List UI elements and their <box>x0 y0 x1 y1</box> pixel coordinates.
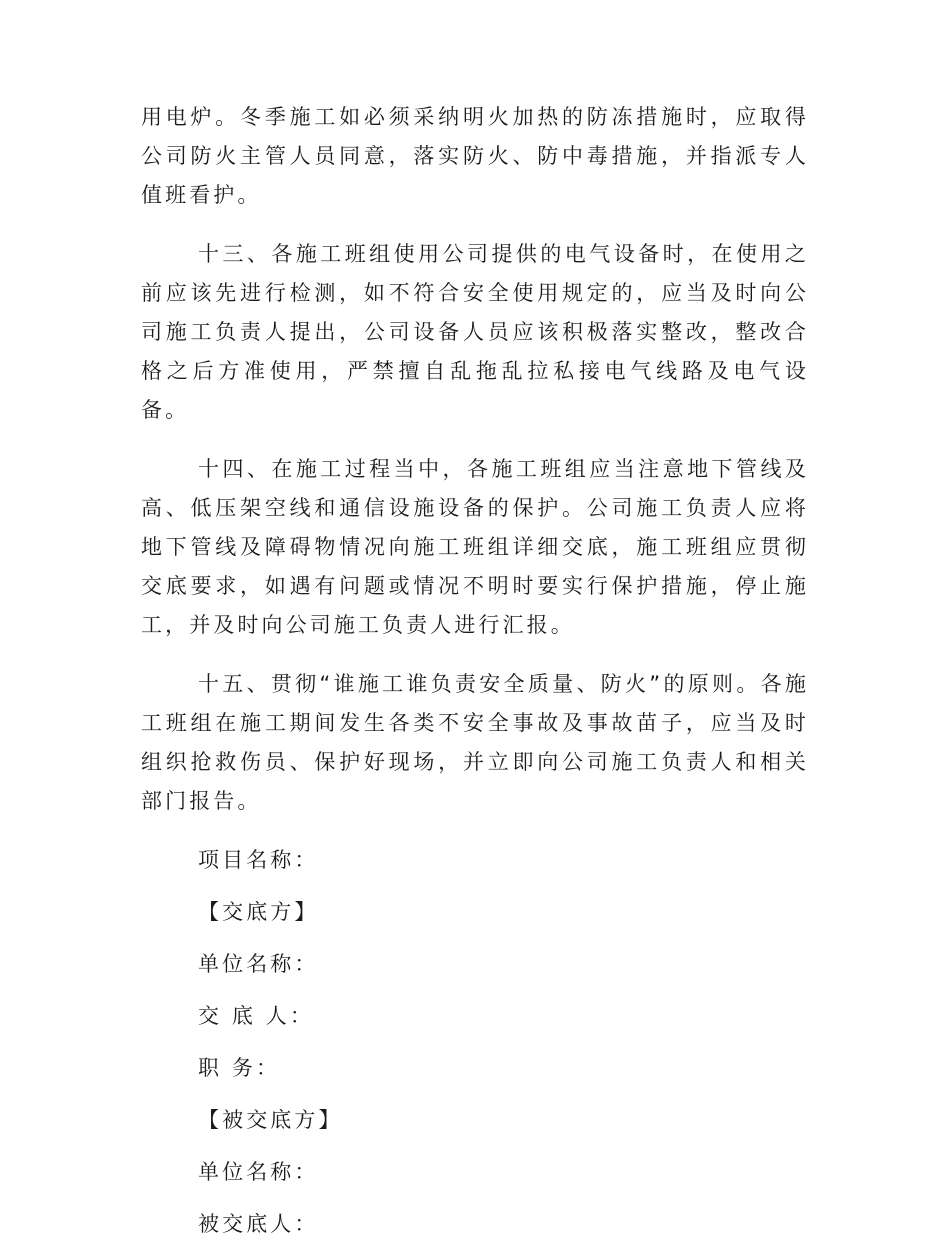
position-label: 职 务： <box>198 1056 281 1080</box>
project-name-label: 项目名称： <box>198 848 319 872</box>
disclosing-person-label: 交 底 人： <box>198 1004 314 1028</box>
receiving-unit-label: 单位名称： <box>198 1160 319 1184</box>
document-body <box>141 98 809 1257</box>
disclosing-party-heading: 【交底方】 <box>198 900 319 924</box>
receiving-person-label: 被交底人： <box>198 1212 319 1236</box>
receiving-party-heading: 【被交底方】 <box>198 1108 343 1132</box>
paragraph-item-13: 十三、各施工班组使用公司提供的电气设备时，在使用之前应该先进行检测，如不符合安全使用规定的，应当及时向公司施工负责人提出，公司设备人员应该积极落实整改，整改合格之后方准使用，严禁擅自乱拖乱拉私接电气线路及电气设备。 <box>141 242 809 422</box>
paragraph-item-15: 十五、贯彻“谁施工谁负责安全质量、防火”的原则。各施工班组在施工期间发生各类不安全事故及事故苗子，应当及时组织抢救伤员、保护好现场，并立即向公司施工负责人和相关部门报告。 <box>141 672 809 813</box>
paragraph-item-14: 十四、在施工过程当中，各施工班组应当注意地下管线及高、低压架空线和通信设施设备的保护。公司施工负责人应将地下管线及障碍物情况向施工班组详细交底，施工班组应贯彻交底要求，如遇有问题或情况不明时要实行保护措施，停止施工，并及时向公司施工负责人进行汇报。 <box>141 457 809 637</box>
disclosing-unit-label: 单位名称： <box>198 952 319 976</box>
paragraph-continuation: 用电炉。冬季施工如必须采纳明火加热的防冻措施时，应取得公司防火主管人员同意，落实防火、防中毒措施，并指派专人值班看护。 <box>141 105 809 207</box>
